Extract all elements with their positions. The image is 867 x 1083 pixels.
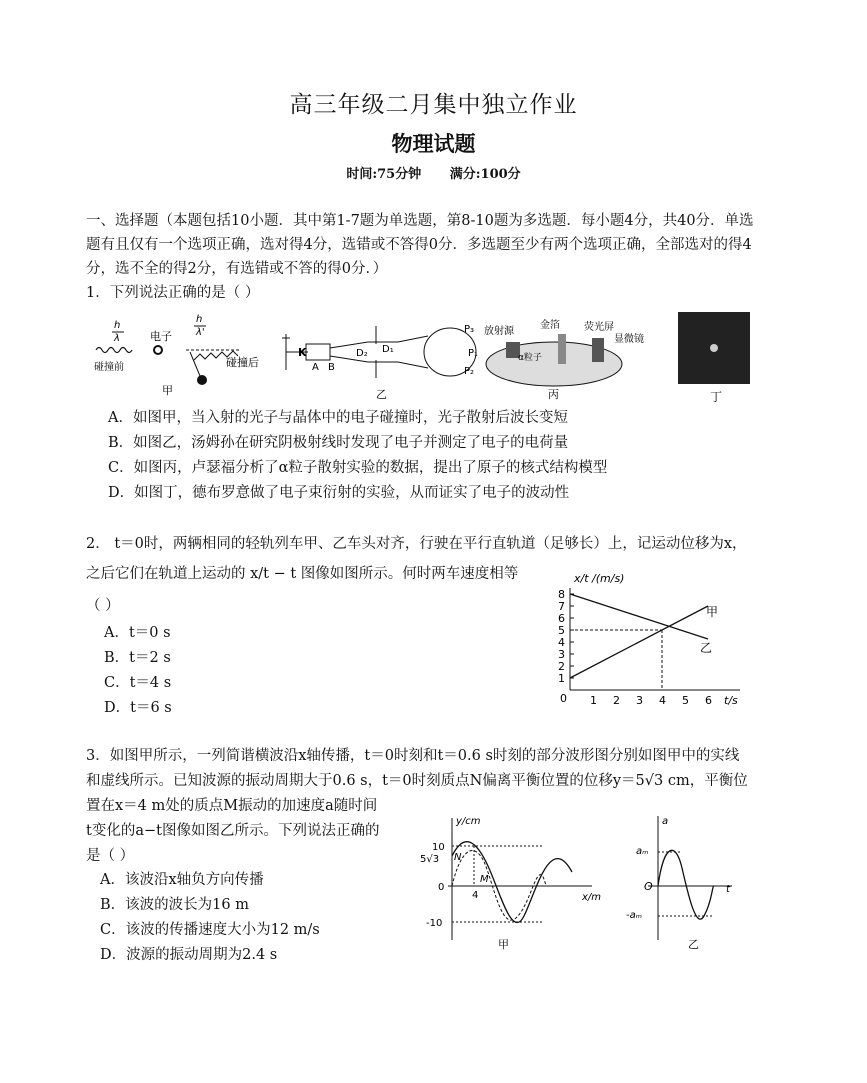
yi-P2: P₂ bbox=[464, 366, 475, 377]
q3-jia-N: N bbox=[454, 852, 462, 863]
q3-option-c: C．该波的传播速度大小为12 m/s bbox=[100, 922, 320, 938]
q3-line1: 3．如图甲所示，一列简谐横波沿x轴传播，t＝0时刻和t＝0.6 s时刻的部分波形图分别如图甲中的实线 bbox=[86, 748, 740, 764]
q3-option-b: B．该波的波长为16 m bbox=[100, 897, 249, 913]
q3-jia-xlabel: x/m bbox=[582, 892, 602, 903]
q2-option-a: A．t＝0 s bbox=[104, 625, 171, 641]
q1-fig-yi bbox=[268, 312, 483, 404]
jia-h2: h bbox=[196, 314, 203, 325]
q2-xlabel: t/s bbox=[724, 694, 738, 707]
q1-fig-jia bbox=[90, 310, 270, 410]
q3-option-d: D．波源的振动周期为2.4 s bbox=[100, 947, 278, 963]
q3-yi-O: O bbox=[644, 880, 653, 893]
q3-jia-caption: 甲 bbox=[498, 938, 509, 951]
q3-yi-ylabel: a bbox=[662, 816, 669, 827]
q2-ylabel: x/t /(m/s) bbox=[574, 572, 625, 585]
section-intro: 一、选择题（本题包括10小题．其中第1-7题为单选题，第8-10题为多选题．每小题4分，共40分．单选题有且仅有一个选项正确，选对得4分，选错或不答得0分．多选题至少有两个选项正确，全部选对的得4分，选不全的得2分，有选错或不答的得0分．） bbox=[86, 213, 754, 277]
q2-line-label-yi: 乙 bbox=[700, 641, 713, 655]
q3-jia-y10: 10 bbox=[432, 842, 445, 853]
q3-a-t-curve bbox=[658, 850, 714, 919]
bing-alpha: α粒子 bbox=[518, 353, 542, 363]
q2-option-b: B．t＝2 s bbox=[104, 650, 171, 666]
q2-xtick-label: 3 bbox=[636, 694, 643, 707]
q1-fig-ding-image bbox=[678, 312, 750, 384]
jia-caption: 甲 bbox=[162, 384, 173, 397]
exam-meta bbox=[0, 163, 867, 182]
q1-option-a: A．如图甲，当入射的光子与晶体中的电子碰撞时，光子散射后波长变短 bbox=[108, 410, 568, 426]
q2-graph bbox=[540, 566, 750, 710]
q2-origin: 0 bbox=[560, 692, 567, 705]
q3-line2: 和虚线所示。已知波源的振动周期大于0.6 s，t＝0时刻质点N偏离平衡位置的位移y＝5√3 cm，平衡位 bbox=[86, 773, 748, 789]
jia-h1: h bbox=[114, 320, 121, 331]
q1-option-b: B．如图乙，汤姆孙在研究阴极射线时发现了电子并测定了电子的电荷量 bbox=[108, 435, 569, 451]
jia-before: 碰撞前 bbox=[94, 362, 124, 373]
jia-electron: 电子 bbox=[150, 330, 172, 343]
q2-xtick-label: 5 bbox=[682, 694, 689, 707]
exam-title: 高三年级二月集中独立作业 bbox=[289, 92, 578, 118]
q2-xtick-label: 4 bbox=[659, 694, 666, 707]
q2-ytick-label: 2 bbox=[558, 660, 565, 673]
subject-title: 物理试题 bbox=[391, 131, 476, 156]
yi-B: B bbox=[328, 362, 335, 373]
full-score: 满分:100分 bbox=[449, 167, 521, 182]
q1-stem: 1．下列说法正确的是（ ） bbox=[86, 285, 260, 301]
q3-jia-y5r3: 5√3 bbox=[420, 854, 440, 865]
yi-caption: 乙 bbox=[376, 388, 387, 401]
yi-P3: P₃ bbox=[464, 324, 475, 335]
yi-D2: D₂ bbox=[356, 348, 368, 359]
q3-fig-yi bbox=[622, 812, 742, 952]
yi-D1: D₁ bbox=[382, 344, 394, 355]
q3-solid-wave bbox=[452, 842, 572, 923]
q2-ytick-label: 1 bbox=[558, 672, 565, 685]
q2-xtick-label: 2 bbox=[613, 694, 620, 707]
bing-caption: 丙 bbox=[548, 388, 559, 401]
q2-line-label-jia: 甲 bbox=[706, 605, 719, 619]
q2-stem-line1: 2． t＝0时，两辆相同的轻轨列车甲、乙车头对齐，行驶在平行直轨道（足够长）上，记运动位移为x， bbox=[86, 536, 747, 552]
bing-foil: 金箔 bbox=[540, 320, 560, 331]
jia-lambda2: λ' bbox=[196, 327, 205, 338]
jia-after: 碰撞后 bbox=[226, 356, 259, 369]
q2-bracket: （ ） bbox=[86, 598, 120, 614]
q3-option-a: A．该波沿x轴负方向传播 bbox=[100, 872, 264, 888]
q2-xtick-label: 1 bbox=[590, 694, 597, 707]
q2-option-c: C．t＝4 s bbox=[104, 675, 172, 691]
q2-ytick-label: 7 bbox=[558, 600, 565, 613]
bing-source: 放射源 bbox=[484, 326, 514, 337]
q3-yi-caption: 乙 bbox=[688, 938, 699, 951]
q3-yi-am: aₘ bbox=[636, 846, 649, 857]
diffraction-spot bbox=[710, 344, 718, 352]
q1-option-c: C．如图丙，卢瑟福分析了α粒子散射实验的数据，提出了原子的核式结构模型 bbox=[108, 460, 608, 476]
q3-yi-xlabel: t bbox=[726, 884, 730, 895]
q2-ytick-label: 5 bbox=[558, 624, 565, 637]
bing-micro: 显微镜 bbox=[614, 334, 644, 345]
q1-option-d: D．如图丁，德布罗意做了电子束衍射的实验，从而证实了电子的波动性 bbox=[108, 485, 570, 501]
q2-ytick-label: 6 bbox=[558, 612, 565, 625]
q3-jia-x4: 4 bbox=[472, 890, 479, 901]
q3-line4: t变化的a−t图像如图乙所示。下列说法正确的 bbox=[86, 823, 380, 839]
q2-ytick-label: 4 bbox=[558, 636, 565, 649]
q3-fig-jia bbox=[412, 812, 612, 952]
q2-ytick-label: 8 bbox=[558, 588, 565, 601]
q1-fig-bing bbox=[482, 312, 662, 404]
q3-line3: 置在x＝4 m处的质点M振动的加速度a随时间 bbox=[86, 798, 378, 814]
yi-K: K bbox=[298, 346, 307, 359]
q3-line5: 是（ ） bbox=[86, 848, 135, 864]
q3-jia-M: M bbox=[480, 874, 489, 885]
q3-yi-mam: -aₘ bbox=[626, 910, 642, 921]
q3-jia-ym10: -10 bbox=[426, 918, 443, 929]
bing-screen: 荧光屏 bbox=[584, 322, 614, 333]
q2-stem-line2: 之后它们在轨道上运动的 x/t − t 图像如图所示。何时两车速度相等 bbox=[86, 566, 519, 582]
ding-caption: 丁 bbox=[710, 390, 723, 404]
q2-ytick-label: 3 bbox=[558, 648, 565, 661]
yi-P1: P₁ bbox=[468, 348, 479, 359]
q3-jia-ylabel: y/cm bbox=[456, 816, 481, 827]
time-limit: 时间:75分钟 bbox=[346, 167, 422, 182]
q2-xtick-label: 6 bbox=[705, 694, 712, 707]
q3-dashed-wave bbox=[452, 851, 546, 921]
yi-A: A bbox=[312, 362, 319, 373]
q2-option-d: D．t＝6 s bbox=[104, 700, 172, 716]
jia-lambda1: λ bbox=[114, 333, 120, 344]
q3-jia-y0: 0 bbox=[438, 882, 445, 893]
